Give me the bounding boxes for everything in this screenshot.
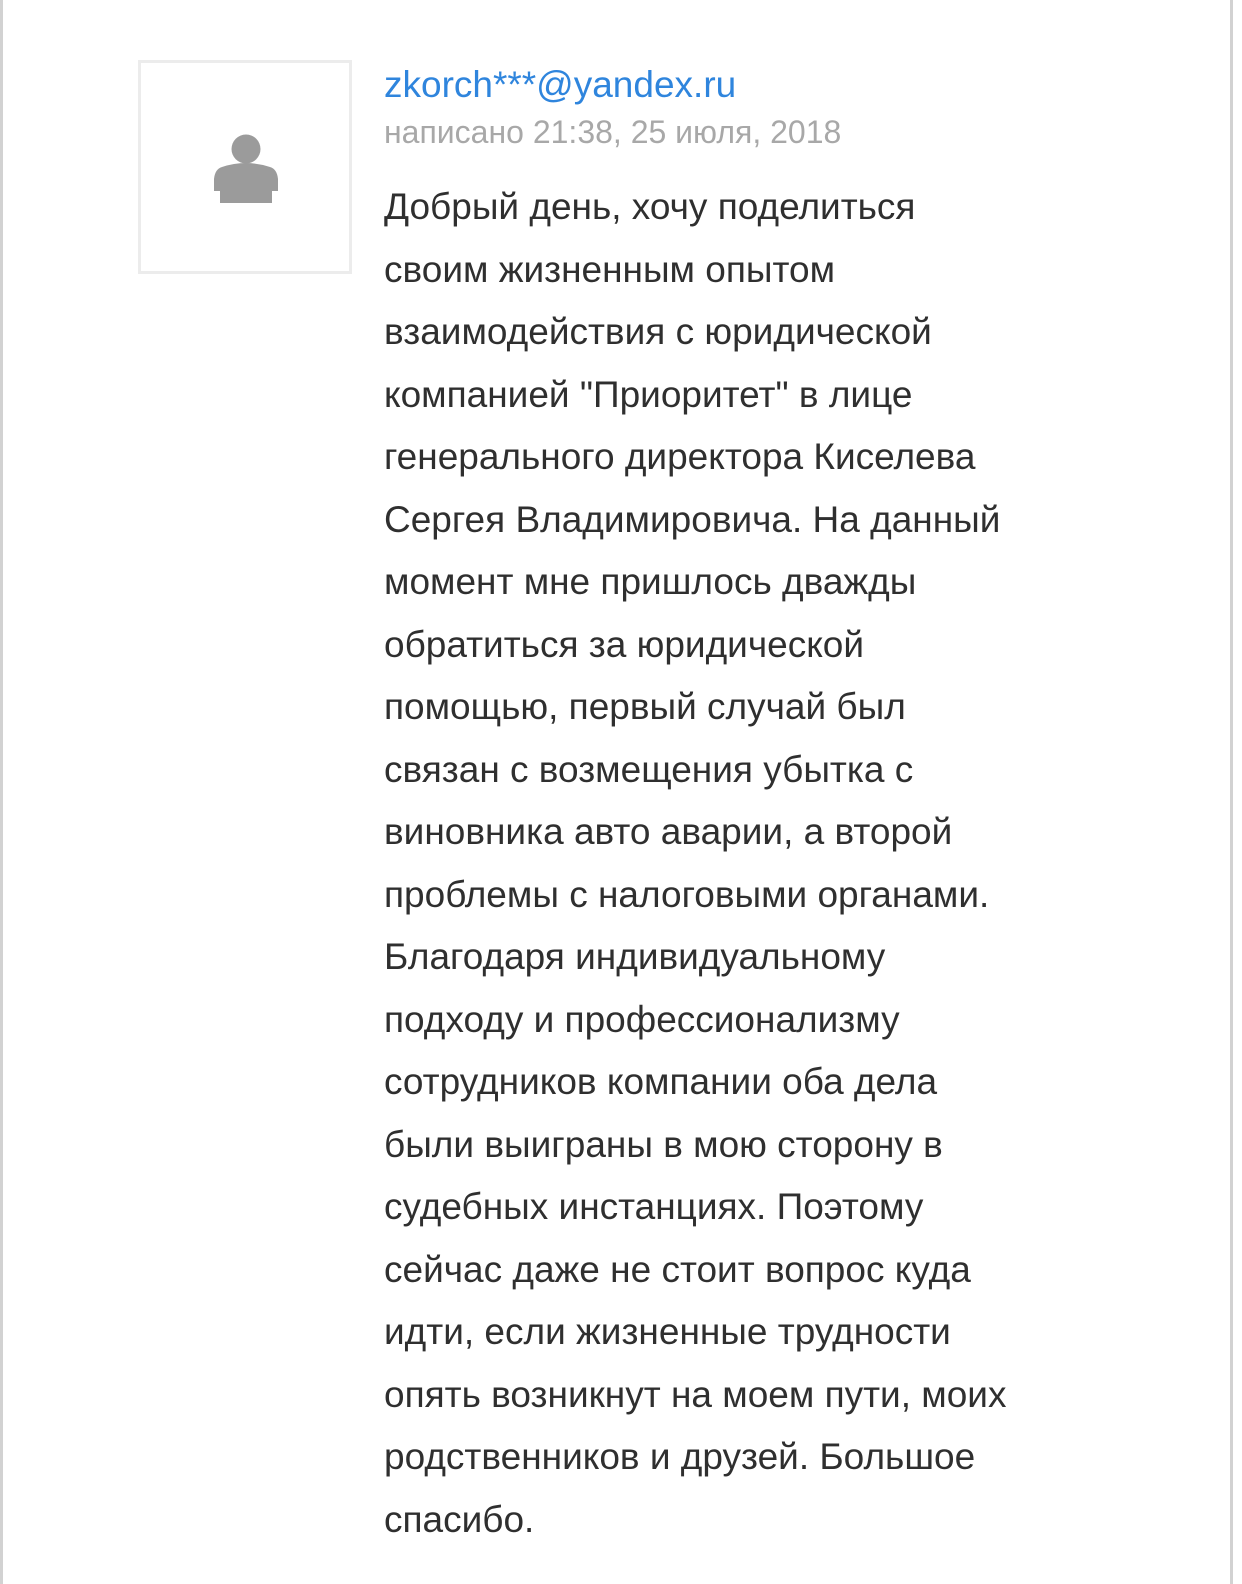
- user-silhouette-icon: [212, 133, 280, 205]
- comment-timestamp: написано 21:38, 25 июля, 2018: [384, 114, 842, 150]
- comment-body: [384, 60, 1114, 1551]
- comment-text: Добрый день, хочу поделиться своим жизненным опытом взаимодействия с юридической компанией "Приоритет" в лице генерального директора Киселева Сергея Владимировича. На данный момент мне пришлось дважды обратиться за юридической помощью, первый случай был связан с возмещения убытка с виновника авто аварии, а второй проблемы с налоговыми органами. Благодаря индивидуальному подходу и профессионализму сотрудников компании оба дела были выиграны в мою сторону в судебных инстанциях. Поэтому сейчас даже не стоит вопрос куда идти, если жизненные трудности опять возникнут на моем пути, моих родственников и друзей. Большое спасибо.: [384, 186, 1007, 1540]
- author-link[interactable]: zkorch***@yandex.ru: [384, 64, 737, 105]
- avatar[interactable]: [138, 60, 352, 274]
